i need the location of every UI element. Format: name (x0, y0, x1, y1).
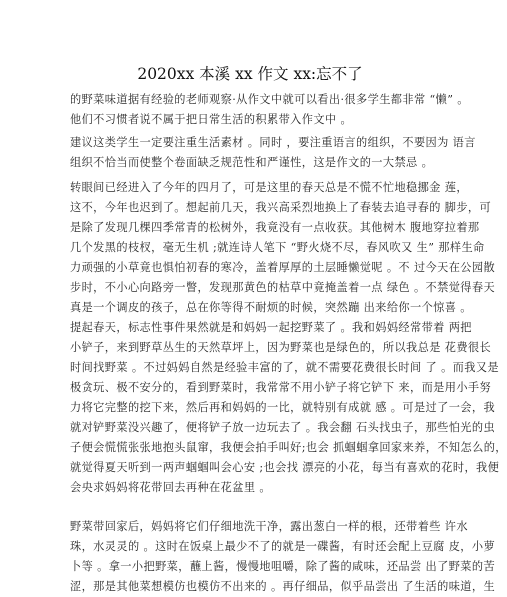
paragraph-line: 建议这类学生一定要注重生活素材 。同时 ，要注重语言的组织，不要因为 语言 (70, 136, 476, 149)
paragraph-line: 这不，今年也迟到了。想起前几天，我兴高采烈地换上了春装去追寻春的 脚步，可 (70, 201, 492, 214)
paragraph-line: 提起春天，标志性事件果然就是和妈妈一起挖野菜了 。我和妈妈经常带着 两把 (70, 321, 472, 334)
paragraph-line: 涩，那是其他菜想模仿也模仿不出来的 。再仔细品，似乎品尝出 了生活的味道，生 (70, 580, 496, 593)
paragraph-2 (70, 133, 476, 173)
paragraph-line: 的野菜味道据有经验的老师观察·从作文中就可以看出·很多学生都非常 “懒” 。 (70, 93, 469, 106)
paragraph-4 (70, 318, 507, 498)
paragraph-line: 就觉得夏天听到一两声蝈蝈叫会心安 ;也会找 漂亮的小花，每当有喜欢的花时，我便 (70, 461, 500, 474)
paragraph-1 (70, 90, 469, 130)
paragraph-line: 时间找野菜 。不过妈妈自然是经验丰富的了，就不需要花费很长时间 了 。而我又是 (70, 361, 500, 374)
paragraph-line: 子便会慌慌张张地抱头鼠窜，我便会拍手叫好;也会 抓蝈蝈拿回家来养，不知怎么的， (70, 441, 507, 454)
paragraph-line: 力将它完整的挖下来，然后再和妈妈的一比，就特别有成就 感 。可是过了一会，我 (70, 401, 496, 414)
paragraph-line: 他们不习惯者说不属于把日常生活的积累带入作文中 。 (70, 113, 353, 126)
document-title: 2020xx 本溪 xx 作文 xx:忘不了 (137, 65, 363, 83)
paragraph-line: 卜等 。拿一小把野菜，蘸上酱，慢慢地咀嚼，除了酱的咸味，还品尝 出了野菜的苦 (70, 560, 496, 573)
paragraph-line: 真是一个调皮的孩子，总在你等得不耐烦的时候，突然蹦 出来给你一个惊喜 。 (70, 301, 472, 314)
paragraph-line: 极贪玩、极不安分的，看到野菜时，我常常不用小铲子将它铲下 来，而是用小手努 (70, 381, 492, 394)
paragraph-line: 小铲子，来到野草丛生的天然草坪上，因为野菜也是绿色的，所以我总是 花费很长 (70, 341, 492, 354)
paragraph-line: 几个发黑的枝杈，毫无生机 ;就连诗人笔下 “野火烧不尽，春风吹又 生” 那样生命 (70, 241, 485, 254)
paragraph-line: 会央求妈妈将花带回去再种在花盆里 。 (70, 481, 271, 494)
paragraph-line: 力顽强的小草竟也惧怕初春的寒冷，盖着厚厚的土层睡懒觉呢 。不 过今天在公园散 (70, 261, 496, 274)
paragraph-line: 步时，不小心向路旁一瞥，发现那黄色的枯草中竟掩盖着一点 绿色 。不禁觉得春天 (70, 281, 496, 294)
paragraph-line: 就对铲野菜没兴趣了，便将铲子放一边玩去了 。我会翻 石头找虫子，那些怕光的虫 (70, 421, 496, 434)
paragraph-line: 是除了发现几棵四季常青的松树外，我竟没有一点收获。其他树木 腹地穿拉着那 (70, 221, 480, 234)
paragraph-line: 转眼间已经进入了今年的四月了，可是这里的春天总是不慌不忙地稳挪金 莲， (70, 181, 468, 194)
paragraph-line: 野菜带回家后，妈妈将它们仔细地洗干净，露出葱白一样的根，还带着些 许水 (70, 520, 468, 533)
paragraph-line: 珠，水灵灵的 。这时在饭桌上最少不了的就是一碟酱，有时还会配上豆腐 皮，小萝 (70, 540, 496, 553)
paragraph-5 (70, 517, 496, 597)
paragraph-3 (70, 178, 496, 318)
paragraph-line: 组织不恰当而使整个卷面缺乏规范性和严谨性，这是作文的一大禁忌 。 (70, 156, 434, 169)
